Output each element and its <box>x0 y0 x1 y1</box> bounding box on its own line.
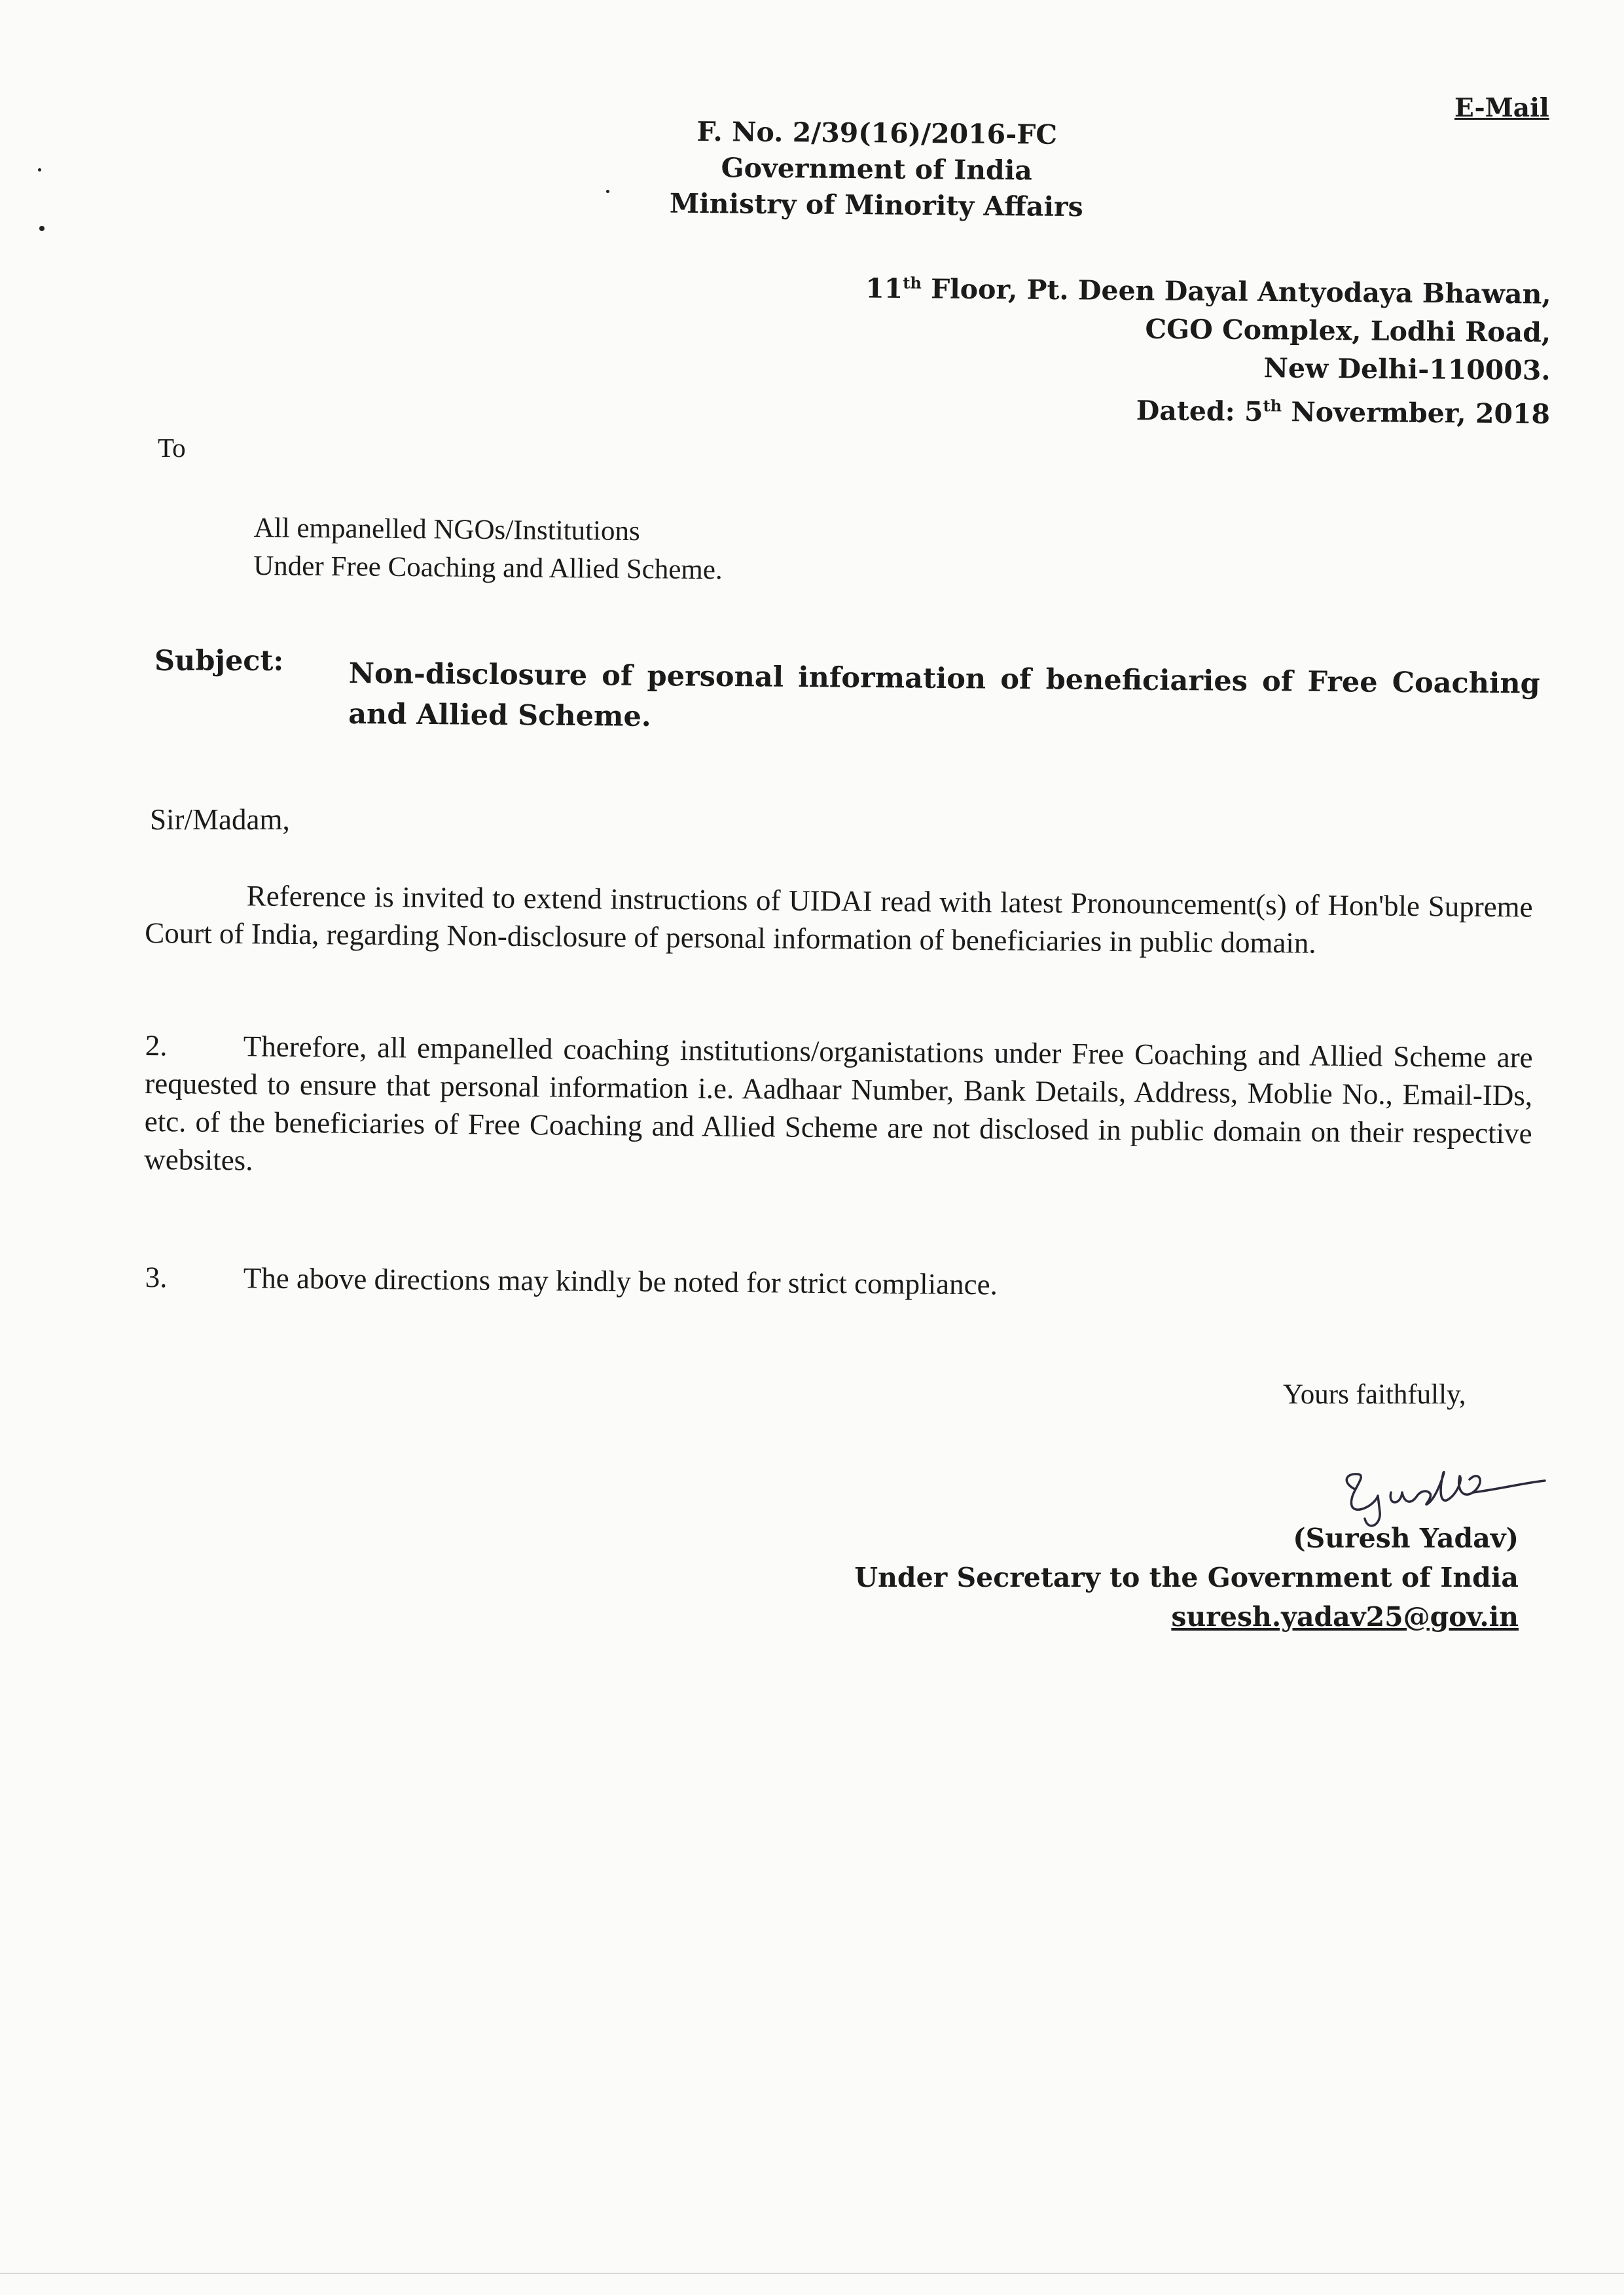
paragraph-3 <box>145 1258 1532 1308</box>
margin-dot <box>38 168 41 172</box>
subject-text: Non-disclosure of personal information of beneficiaries of Free Coaching and Allied Scheme. <box>348 657 1540 734</box>
subject-label: Subject: <box>154 645 284 678</box>
recipient-line-1: All empanelled NGOs/Institutions <box>253 512 640 547</box>
address-line-1: 11th Floor, Pt. Deen Dayal Antyodaya Bhawan, <box>865 272 1551 310</box>
recipient-line-2: Under Free Coaching and Allied Scheme. <box>253 550 723 586</box>
paragraph-3-text: The above directions may kindly be noted for strict compliance. <box>243 1261 998 1301</box>
paragraph-2 <box>144 1026 1533 1190</box>
ministry-line: Ministry of Minority Affairs <box>669 187 1083 223</box>
paragraph-2-text: Therefore, all empanelled coaching institutions/organistations under Free Coaching and Allied Scheme are requested to ensure that personal information i.e. Aadhaar Number, Bank Details, Address, Moblie No., Email-IDs, etc. of the beneficiaries of Free Coaching and Allied Scheme are not disclosed in public domain on their respective websites. <box>144 1030 1533 1177</box>
recipient-block <box>253 509 723 589</box>
government-line: Government of India <box>721 152 1033 187</box>
signatory-name: (Suresh Yadav) <box>1293 1523 1519 1554</box>
sender-address <box>771 263 1551 433</box>
paragraph-1: Reference is invited to extend instructions of UIDAI read with latest Pronouncement(s) of Hon'ble Supreme Court of India, regarding Non-disclosure of personal information of beneficiaries in public domain. <box>145 879 1533 960</box>
letter-header <box>549 113 1204 226</box>
paragraph-3-number: 3. <box>145 1260 168 1294</box>
letter-date: Dated: 5th Novermber, 2018 <box>1136 394 1551 430</box>
address-line-3: New Delhi-110003. <box>1263 352 1551 386</box>
signatory-designation: Under Secretary to the Government of India <box>854 1562 1519 1593</box>
to-label: To <box>158 433 186 463</box>
signatory-email[interactable]: suresh.yadav25@gov.in <box>1171 1601 1519 1633</box>
margin-dot <box>39 226 45 231</box>
closing: Yours faithfully, <box>1283 1379 1466 1410</box>
file-number: F. No. 2/39(16)/2016-FC <box>696 115 1058 151</box>
salutation: Sir/Madam, <box>150 803 290 836</box>
paragraph-2-number: 2. <box>145 1028 168 1062</box>
address-line-2: CGO Complex, Lodhi Road, <box>1145 313 1551 348</box>
signatory-block <box>759 1519 1519 1636</box>
page-edge-line <box>0 2273 1624 2274</box>
email-tag: E-Mail <box>1454 93 1549 123</box>
